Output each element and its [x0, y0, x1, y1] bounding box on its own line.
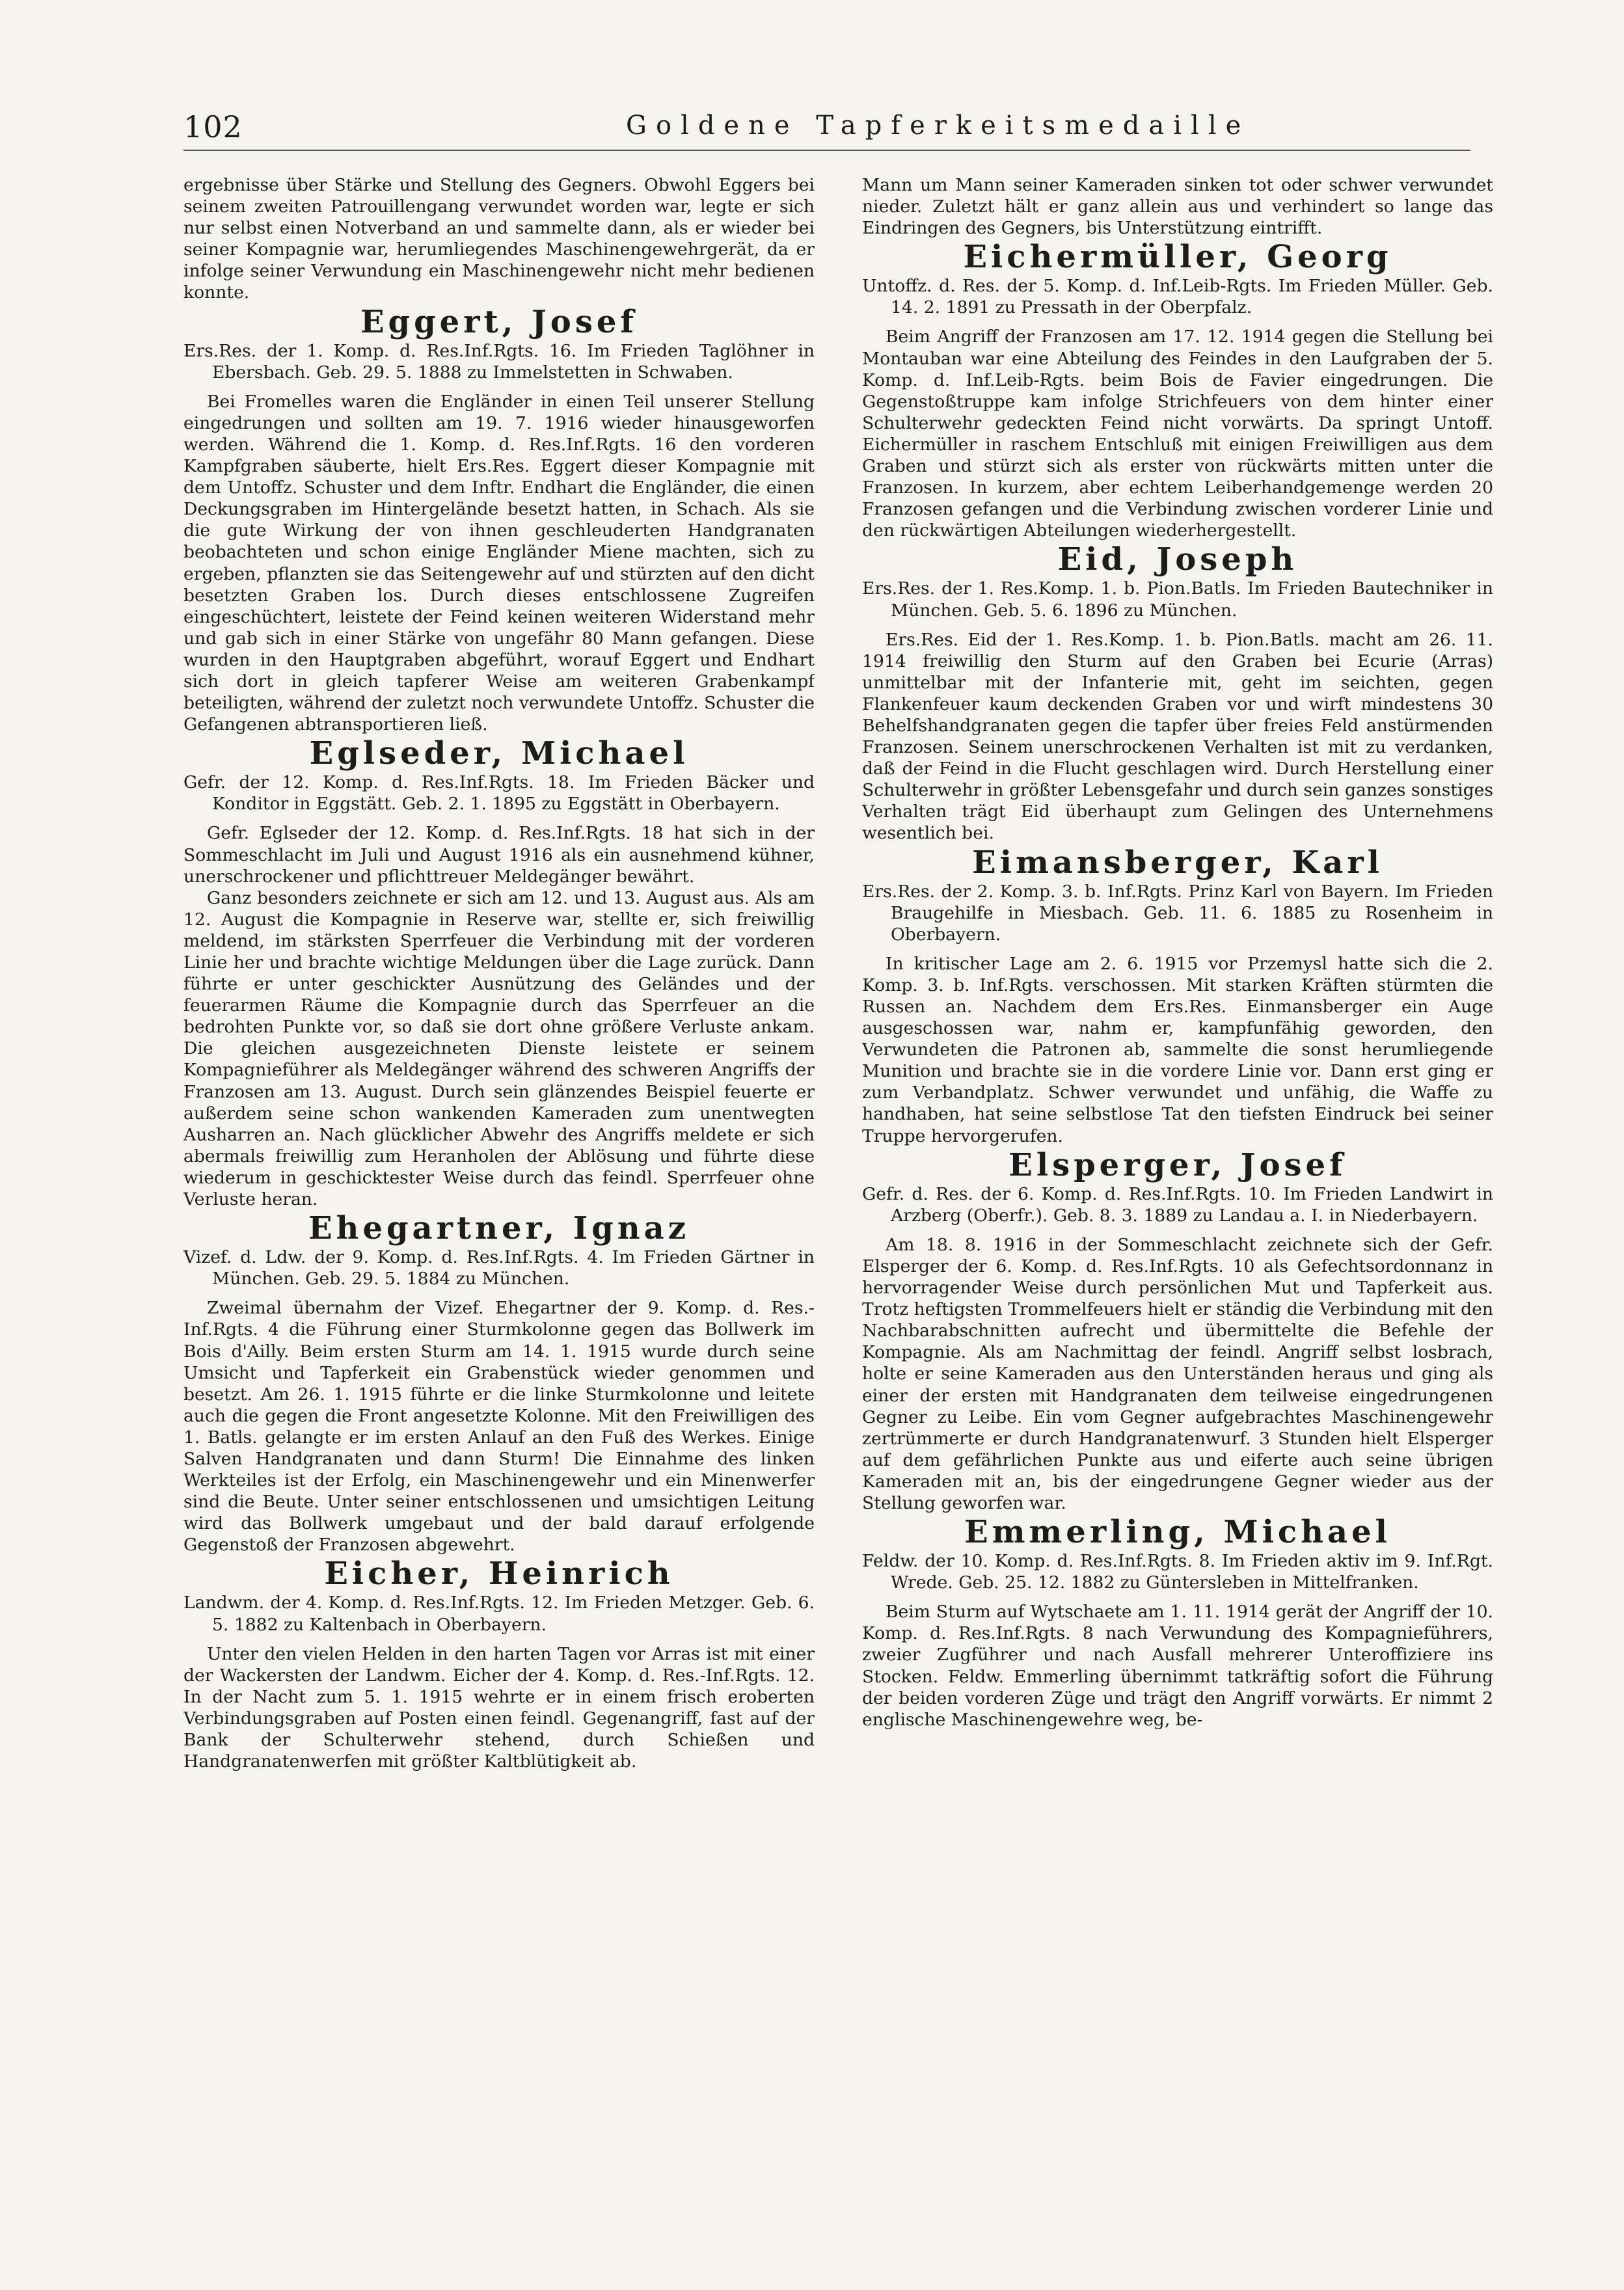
entry-paragraph: Beim Angriff der Franzosen am 17. 12. 1914 gegen die Stellung bei Montauban war eine Abteilung des Feindes in den Laufgraben der 5. Komp. d. Inf.Leib-Rgts. beim Bois de Favier eingedrungen. Die Gegenstoßtruppe kam infolge Strichfeuers von dem hinter einer Schulterwehr gedeckten Feind nicht vorwärts. Da springt Untoff. Eichermüller in raschem Entschluß mit einigen Freiwilligen aus dem Graben und stürzt sich als erster von rückwärts mitten unter die Franzosen. In kurzem, aber echtem Leiberhandgemenge werden 20 Franzosen gefangen und die Verbindung zwischen vorderer Linie und den rückwärtigen Abteilungen wiederhergestellt. [862, 327, 1493, 541]
entry-bio: Landwm. der 4. Komp. d. Res.Inf.Rgts. 12. Im Frieden Metzger. Geb. 6. 5. 1882 zu Kaltenbach in Oberbayern. [183, 1593, 815, 1635]
entry-name: Ehegartner, Ignaz [308, 1210, 690, 1247]
continuation-text: Mann um Mann seiner Kameraden sinken tot oder schwer verwundet nieder. Zuletzt hält er ganz allein aus und verhindert so lange das Eindringen des Gegners, bis Unterstützung eintrifft. [862, 175, 1493, 239]
entry-bio: Gefr. der 12. Komp. d. Res.Inf.Rgts. 18. Im Frieden Bäcker und Konditor in Eggstätt. Geb. 2. 1. 1895 zu Eggstätt in Oberbayern. [183, 772, 815, 815]
entry-eicher [183, 1556, 815, 1772]
entry-name: Eid, Joseph [1057, 541, 1298, 578]
entry-name: Eglseder, Michael [309, 735, 689, 772]
entry-bio: Ers.Res. der 1. Komp. d. Res.Inf.Rgts. 16. Im Frieden Taglöhner in Ebersbach. Geb. 29. 5. 1888 zu Immelstetten in Schwaben. [183, 340, 815, 383]
page-header [183, 109, 1470, 146]
entry-name: Eggert, Josef [360, 303, 638, 340]
entry-paragraph: Ers.Res. Eid der 1. Res.Komp. 1. b. Pion.Batls. macht am 26. 11. 1914 freiwillig den Sturm auf den Graben bei Ecurie (Arras) unmittelbar mit der Infanterie mit, geht im seichten, gegen Flankenfeuer kaum deckenden Graben vor und wirft mindestens 30 Behelfshandgranaten gegen die tapfer über freies Feld anstürmenden Franzosen. Seinem unerschrockenen Verhalten ist mit zu verdanken, daß der Feind in die Flucht geschlagen wird. Durch Herstellung einer Schulterwehr in größter Lebensgefahr und durch sein ganzes sonstiges Verhalten trägt Eid überhaupt zum Gelingen des Unternehmens wesentlich bei. [862, 629, 1493, 844]
continuation-text: ergebnisse über Stärke und Stellung des Gegners. Obwohl Eggers bei seinem zweiten Patrouillengang verwundet worden war, legte er sich nur selbst einen Notverband an und sammelte dann, als er wieder bei seiner Kompagnie war, herumliegendes Maschinengewehrgerät, da er infolge seiner Verwundung ein Maschinengewehr nicht mehr bedienen konnte. [183, 175, 815, 303]
left-column [183, 174, 815, 2256]
entry-eichermueller [862, 239, 1493, 541]
entry-paragraph: Am 18. 8. 1916 in der Sommeschlacht zeichnete sich der Gefr. Elsperger der 6. Komp. d. Res.Inf.Rgts. 10 als Gefechtsordonnanz in hervorragender Weise durch persönlichen Mut und Tapferkeit aus. Trotz heftigsten Trommelfeuers hielt er ständig die Verbindung mit den Nachbarabschnitten aufrecht und übermittelte die Befehle der Kompagnie. Als am Nachmittag der feindl. Angriff selbst losbrach, holte er seine Kameraden aus den Unterständen heraus und ging als einer der ersten mit Handgranaten dem teilweise eingedrungenen Gegner zu Leibe. Ein vom Gegner aufgebrachtes Maschinengewehr zertrümmerte er durch Handgranatenwurf. 3 Stunden hielt Elsperger auf dem gefährlichen Punkte aus und eiferte auch seine übrigen Kameraden mit an, bis der eingedrungene Gegner wieder aus der Stellung geworfen war. [862, 1234, 1493, 1513]
entry-bio: Untoffz. d. Res. der 5. Komp. d. Inf.Leib-Rgts. Im Frieden Müller. Geb. 14. 2. 1891 zu Pressath in der Oberpfalz. [862, 276, 1493, 318]
entry-paragraph: Beim Sturm auf Wytschaete am 1. 11. 1914 gerät der Angriff der 10. Komp. d. Res.Inf.Rgts. 8 nach Verwundung des Kompagnieführers, zweier Zugführer und nach Ausfall mehrerer Unteroffiziere ins Stocken. Feldw. Emmerling übernimmt tatkräftig sofort die Führung der beiden vorderen Züge und trägt den Angriff vorwärts. Er nimmt 2 englische Maschinengewehre weg, be- [862, 1602, 1493, 1730]
entry-name: Emmerling, Michael [964, 1514, 1391, 1551]
entry-paragraph: Zweimal übernahm der Vizef. Ehegartner der 9. Komp. d. Res.-Inf.Rgts. 4 die Führung einer Sturmkolonne gegen das Bollwerk im Bois d'Ailly. Beim ersten Sturm am 14. 1. 1915 wurde durch seine Umsicht und Tapferkeit ein Grabenstück wieder genommen und besetzt. Am 26. 1. 1915 führte er die linke Sturmkolonne und leitete auch die gegen die Front angesetzte Kolonne. Mit den Freiwilligen des 1. Batls. gelangte er im ersten Anlauf an den Fuß des Werkes. Einige Salven Handgranaten und dann Sturm! Die Einnahme des linken Werkteiles ist der Erfolg, ein Maschinengewehr und ein Minenwerfer sind die Beute. Unter seiner entschlossenen und umsichtigen Leitung wird das Bollwerk umgebaut und der bald darauf erfolgende Gegenstoß der Franzosen abgewehrt. [183, 1298, 815, 1556]
entry-paragraph: In kritischer Lage am 2. 6. 1915 vor Przemysl hatte sich die 2. Komp. 3. b. Inf.Rgts. verschossen. Mit starken Kräften stürmten die Russen an. Nachdem dem Ers.Res. Einmansberger ein Auge ausgeschossen war, nahm er, kampfunfähig geworden, den Verwundeten die Patronen ab, sammelte die sonst herumliegende Munition und brachte sie in die vordere Linie vor. Dann erst ging er zum Verbandplatz. Schwer verwundet und unfähig, die Waffe zu handhaben, hat seine selbstlose Tat den tiefsten Eindruck bei seiner Truppe hervorgerufen. [862, 953, 1493, 1146]
entry-bio: Ers.Res. der 1. Res.Komp. 1. b. Pion.Batls. Im Frieden Bautechniker in München. Geb. 5. 6. 1896 zu München. [862, 578, 1493, 621]
header-rule [183, 150, 1470, 151]
entry-name: Elsperger, Josef [1008, 1146, 1347, 1183]
entry-paragraph: Gefr. Eglseder der 12. Komp. d. Res.Inf.Rgts. 18 hat sich in der Sommeschlacht im Juli und August 1916 als ein ausnehmend kühner, unerschrockener und pflichttreuer Meldegänger bewährt. [183, 823, 815, 887]
entry-ehegartner [183, 1210, 815, 1556]
entry-elsperger [862, 1147, 1493, 1514]
entry-eggert [183, 304, 815, 736]
entry-name: Eichermüller, Georg [963, 239, 1392, 276]
entry-bio: Ers.Res. der 2. Komp. 3. b. Inf.Rgts. Prinz Karl von Bayern. Im Frieden Braugehilfe in Miesbach. Geb. 11. 6. 1885 zu Rosenheim in Oberbayern. [862, 881, 1493, 945]
entry-bio: Gefr. d. Res. der 6. Komp. d. Res.Inf.Rgts. 10. Im Frieden Landwirt in Arzberg (Oberfr.). Geb. 8. 3. 1889 zu Landau a. I. in Niederbayern. [862, 1183, 1493, 1226]
entry-paragraph: Ganz besonders zeichnete er sich am 12. und 13. August aus. Als am 12. August die Kompagnie in Reserve war, stellte er, sich freiwillig meldend, im stärksten Sperrfeuer die Verbindung mit der vorderen Linie her und brachte wichtige Meldungen über die Lage zurück. Dann führte er unter geschickter Ausnützung des Geländes und der feuerarmen Räume die Kompagnie durch das Sperrfeuer an die bedrohten Punkte vor, so daß sie dort ohne größere Verluste ankam. Die gleichen ausgezeichneten Dienste leistete er seinem Kompagnieführer als Meldegänger während des schweren Angriffs der Franzosen am 13. August. Durch sein glänzendes Beispiel feuerte er außerdem seine schon wankenden Kameraden zum unentwegten Ausharren an. Nach glücklicher Abwehr des Angriffs meldete er sich abermals freiwillig zum Heranholen der Ablösung und führte diese wiederum in geschicktester Weise durch das feindl. Sperrfeuer ohne Verluste heran. [183, 887, 815, 1210]
running-title: Goldene Tapferkeitsmedaille [626, 111, 1251, 141]
entry-bio: Vizef. d. Ldw. der 9. Komp. d. Res.Inf.Rgts. 4. Im Frieden Gärtner in München. Geb. 29. 5. 1884 zu München. [183, 1247, 815, 1289]
entry-emmerling [862, 1514, 1493, 1731]
entry-name: Eimansberger, Karl [972, 844, 1383, 881]
entry-eglseder [183, 735, 815, 1210]
entry-name: Eicher, Heinrich [324, 1556, 674, 1593]
entry-bio: Feldw. der 10. Komp. d. Res.Inf.Rgts. 8. Im Frieden aktiv im 9. Inf.Rgt. Wrede. Geb. 25. 12. 1882 zu Güntersleben in Mittelfranken. [862, 1551, 1493, 1593]
right-column [862, 174, 1493, 2256]
entry-paragraph: Bei Fromelles waren die Engländer in einen Teil unserer Stellung eingedrungen und sollten am 19. 7. 1916 wieder hinausgeworfen werden. Während die 1. Komp. d. Res.Inf.Rgts. 16 den vorderen Kampfgraben säuberte, hielt Ers.Res. Eggert dieser Kompagnie mit dem Untoffz. Schuster und dem Inftr. Endhart die Engländer, die einen Deckungsgraben im Hintergelände besetzt hatten, in Schach. Als sie die gute Wirkung der von ihnen geschleuderten Handgranaten beobachteten und schon einige Engländer Miene machten, sich zu ergeben, pflanzten sie das Seitengewehr auf und stürzten auf den dicht besetzten Graben los. Durch dieses entschlossene Zugreifen eingeschüchtert, leistete der Feind keinen weiteren Widerstand mehr und gab sich in einer Stärke von ungefähr 80 Mann gefangen. Diese wurden in den Hauptgraben abgeführt, worauf Eggert und Endhart sich dort in gleich tapferer Weise am weiteren Grabenkampf beteiligten, während der zuletzt noch verwundete Untoffz. Schuster die Gefangenen abtransportieren ließ. [183, 391, 815, 735]
page-number: 102 [183, 109, 243, 144]
entry-paragraph: Unter den vielen Helden in den harten Tagen vor Arras ist mit einer der Wackersten der Landwm. Eicher der 4. Komp. d. Res.-Inf.Rgts. 12. In der Nacht zum 5. 1. 1915 wehrte er in einem frisch eroberten Verbindungsgraben auf Posten einen feindl. Gegenangriff, fast auf der Bank der Schulterwehr stehend, durch Schießen und Handgranatenwerfen mit größter Kaltblütigkeit ab. [183, 1643, 815, 1772]
entry-eid [862, 541, 1493, 844]
entry-eimansberger [862, 844, 1493, 1147]
